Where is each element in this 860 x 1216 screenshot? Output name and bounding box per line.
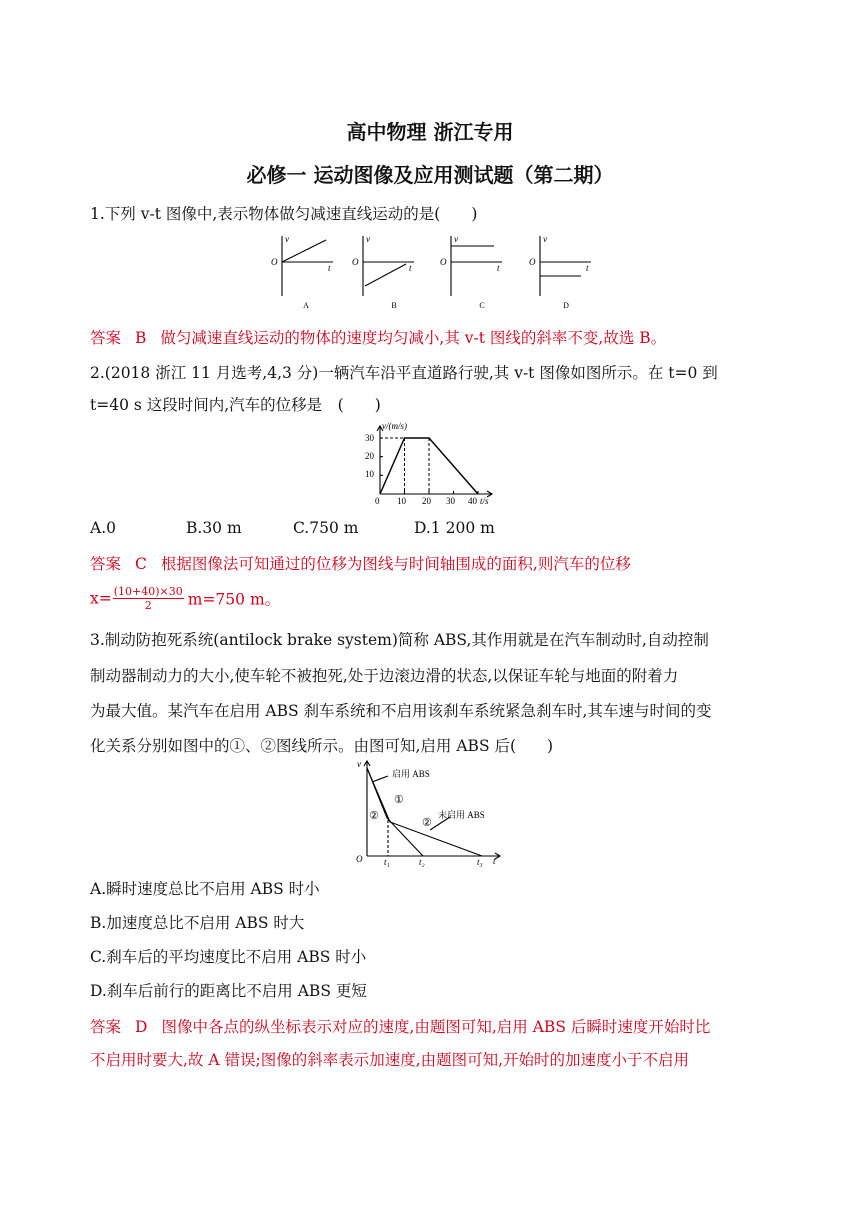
question-2-stem-line1: 2.(2018 浙江 11 月选考,4,3 分)一辆汽车沿平直道路行驶,其 v-t 图像如图所示。在 t=0 到 [90, 364, 718, 382]
q3-label-abs-on: 启用 ABS [392, 769, 430, 779]
q1-axis-t-b: t [409, 263, 412, 273]
q3-abs-chart [350, 758, 510, 868]
q3-curve2-marker-right: ② [422, 817, 432, 829]
q3-origin: O [356, 854, 363, 864]
answer-label: 答案 [90, 1018, 122, 1036]
q1-origin-d: O [529, 257, 536, 267]
q2-option-b: B.30 m [186, 519, 242, 537]
q1-graphs [0, 234, 860, 314]
chart-ytick-20: 20 [365, 451, 374, 461]
q3-axis-t: t [493, 856, 496, 866]
q1-axis-v-c: v [454, 234, 458, 244]
question-3-stem-line4: 化关系分别如图中的①、②图线所示。由图可知,启用 ABS 后( ) [90, 737, 554, 755]
q3-t1: t₁ [384, 857, 390, 867]
chart-ytick-10: 10 [365, 469, 374, 479]
q3-option-d: D.刹车后前行的距离比不启用 ABS 更短 [90, 982, 367, 1000]
q3-curve2-marker-left: ② [369, 810, 379, 822]
q1-origin-a: O [271, 257, 278, 267]
answer-text: 图像中各点的纵坐标表示对应的速度,由题图可知,启用 ABS 后瞬时速度开始时比 [161, 1018, 711, 1036]
q1-axis-v-d: v [543, 234, 547, 244]
formula-numerator: (10+40)×30 [113, 585, 183, 598]
q3-option-c: C.刹车后的平均速度比不启用 ABS 时小 [90, 948, 367, 966]
q1-option-d: D [563, 301, 569, 310]
q3-t3: t₃ [477, 857, 483, 867]
formula-fraction [113, 585, 184, 612]
answer-label: 答案 [90, 555, 122, 573]
q1-axis-t-d: t [586, 263, 589, 273]
q1-axis-t-a: t [328, 263, 331, 273]
answer-letter: B [135, 329, 147, 347]
q1-axis-t-c: t [497, 263, 500, 273]
q3-axis-v: v [357, 759, 361, 769]
q2-options [90, 519, 495, 537]
formula-denominator: 2 [144, 599, 152, 612]
q2-answer [90, 552, 631, 574]
chart-ytick-30: 30 [365, 433, 374, 443]
answer-text: 做匀减速直线运动的物体的速度均匀减小,其 v-t 图线的斜率不变,故选 B。 [160, 329, 667, 347]
question-1-stem: 1.下列 v-t 图像中,表示物体做匀减速直线运动的是( ) [90, 205, 478, 223]
chart-ylabel: v/(m/s) [382, 421, 407, 431]
q1-axis-v-b: v [366, 234, 370, 244]
q3-label-abs-off: 未启用 ABS [438, 810, 485, 820]
q2-option-a: A.0 [90, 519, 116, 537]
chart-xtick-20: 20 [422, 496, 431, 506]
chart-xtick-40: 40 [468, 496, 477, 506]
q1-origin-b: O [352, 257, 359, 267]
formula-prefix: x= [90, 589, 112, 608]
answer-letter: C [135, 555, 147, 573]
q3-curve1-marker: ① [394, 794, 404, 806]
question-3-stem-line1: 3.制动防抱死系统(antilock brake system)简称 ABS,其作用就是在汽车制动时,自动控制 [90, 631, 709, 649]
formula-suffix: m=750 m。 [187, 590, 281, 609]
q3-t2: t₂ [419, 857, 425, 867]
q3-option-a: A.瞬时速度总比不启用 ABS 时小 [90, 880, 320, 898]
chart-xlabel: t/s [480, 496, 489, 506]
q1-option-c: C [479, 301, 485, 310]
q3-answer-line2: 不启用时要大,故 A 错误;图像的斜率表示加速度,由题图可知,开始时的加速度小于不启用 [90, 1051, 690, 1069]
q1-answer [90, 326, 666, 348]
q1-option-a: A [303, 301, 309, 310]
q1-origin-c: O [440, 257, 447, 267]
chart-xtick-30: 30 [446, 496, 455, 506]
q2-option-d: D.1 200 m [414, 519, 495, 537]
q3-option-b: B.加速度总比不启用 ABS 时大 [90, 914, 305, 932]
question-2-stem-line2: t=40 s 这段时间内,汽车的位移是 ( ) [90, 396, 381, 414]
chart-ytick-0: 0 [375, 496, 380, 506]
q1-axis-v-a: v [285, 234, 289, 244]
page-title: 高中物理 浙江专用 [346, 120, 514, 144]
q2-formula [90, 585, 280, 612]
question-3-stem-line3: 为最大值。某汽车在启用 ABS 刹车系统和不启用该刹车系统紧急刹车时,其车速与时间的变 [90, 702, 712, 720]
q2-option-c: C.750 m [293, 519, 359, 537]
q3-answer [90, 1015, 710, 1037]
q1-option-b: B [391, 301, 397, 310]
answer-label: 答案 [90, 329, 122, 347]
answer-text: 根据图像法可知通过的位移为图线与时间轴围成的面积,则汽车的位移 [160, 555, 631, 573]
q2-vt-chart [350, 420, 510, 512]
answer-letter: D [135, 1018, 148, 1036]
chart-xtick-10: 10 [397, 496, 406, 506]
page-subtitle: 必修一 运动图像及应用测试题（第二期） [246, 163, 614, 187]
question-3-stem-line2: 制动器制动力的大小,使车轮不被抱死,处于边滚边滑的状态,以保证车轮与地面的附着力 [90, 667, 679, 685]
